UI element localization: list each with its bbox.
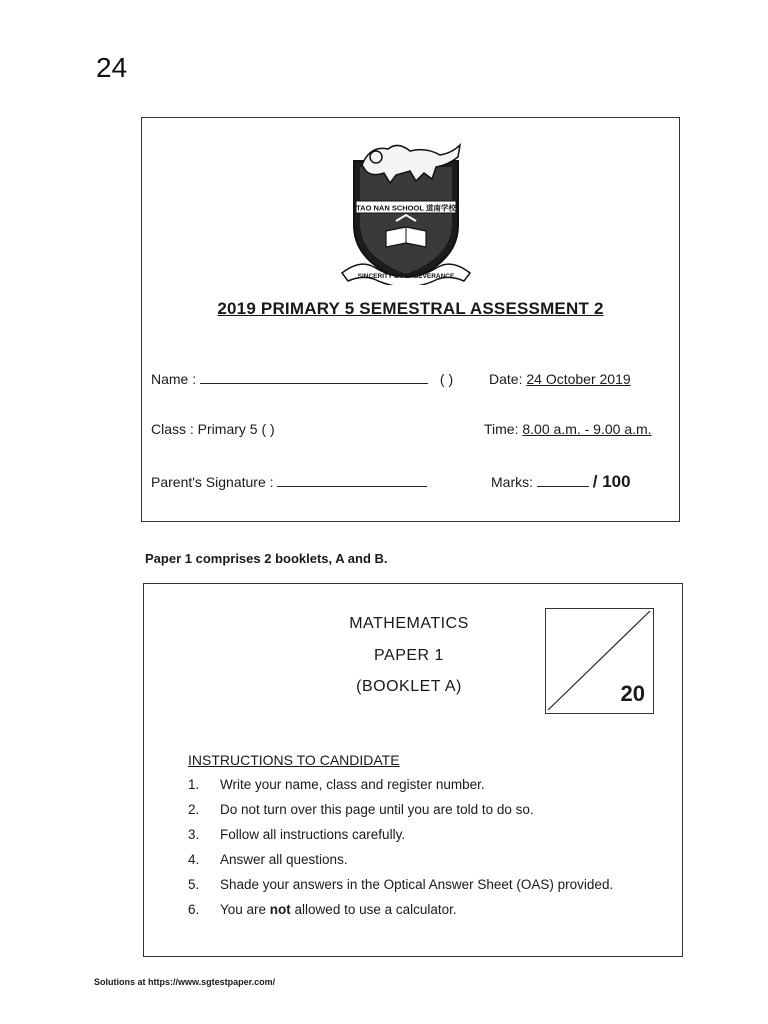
instructions-title: INSTRUCTIONS TO CANDIDATE (188, 752, 400, 768)
date-label: Date: (489, 371, 523, 387)
crest-motto-text: SINCERITY & PERSEVERANCE (357, 273, 455, 280)
class-label: Class : Primary 5 ( ) (151, 421, 275, 437)
instructions-list (188, 777, 613, 927)
booklet-note: Paper 1 comprises 2 booklets, A and B. (145, 551, 388, 566)
paper-number: PAPER 1 (374, 647, 444, 664)
school-crest-logo (340, 135, 472, 285)
crest-name-text: TAO NAN SCHOOL 道南学校 (356, 203, 456, 213)
instruction-item: 4. Answer all questions. (188, 852, 348, 867)
marks-label: Marks: (491, 474, 533, 490)
page-number: 24 (96, 52, 128, 83)
time-label: Time: (484, 421, 519, 437)
date-value: 24 October 2019 (526, 371, 631, 387)
instruction-item: 3. Follow all instructions carefully. (188, 827, 406, 842)
marks-input-line (537, 486, 589, 487)
instruction-item: 2. Do not turn over this page until you are told to do so. (188, 802, 534, 817)
booklet-marks-total: 20 (620, 681, 645, 706)
instruction-item: 5. Shade your answers in the Optical Answer Sheet (OAS) provided. (188, 877, 614, 892)
time-field (484, 421, 652, 437)
date-field (489, 371, 631, 387)
signature-label: Parent's Signature : (151, 474, 274, 490)
booklet-label: (BOOKLET A) (356, 678, 462, 695)
instruction-item: 6. You are not allowed to use a calculator. (188, 902, 457, 917)
signature-field[interactable] (151, 474, 427, 490)
time-value: 8.00 a.m. - 9.00 a.m. (522, 421, 652, 437)
instruction-item: 1. Write your name, class and register number. (188, 777, 485, 792)
cover-box (141, 117, 680, 522)
class-field (151, 421, 275, 437)
name-label: Name : (151, 371, 197, 387)
subject-title: MATHEMATICS (349, 615, 469, 632)
marks-field (491, 472, 631, 492)
footer-source: Solutions at https://www.sgtestpaper.com/ (94, 977, 276, 987)
register-number-paren: ( ) (439, 371, 454, 387)
marks-total: / 100 (592, 472, 631, 491)
booklet-marks-box (545, 608, 654, 714)
assessment-title: 2019 PRIMARY 5 SEMESTRAL ASSESSMENT 2 (217, 299, 604, 318)
signature-input-line[interactable] (277, 486, 427, 487)
name-field[interactable] (151, 371, 453, 387)
paper-box (143, 583, 683, 957)
name-input-line[interactable] (200, 383, 428, 384)
